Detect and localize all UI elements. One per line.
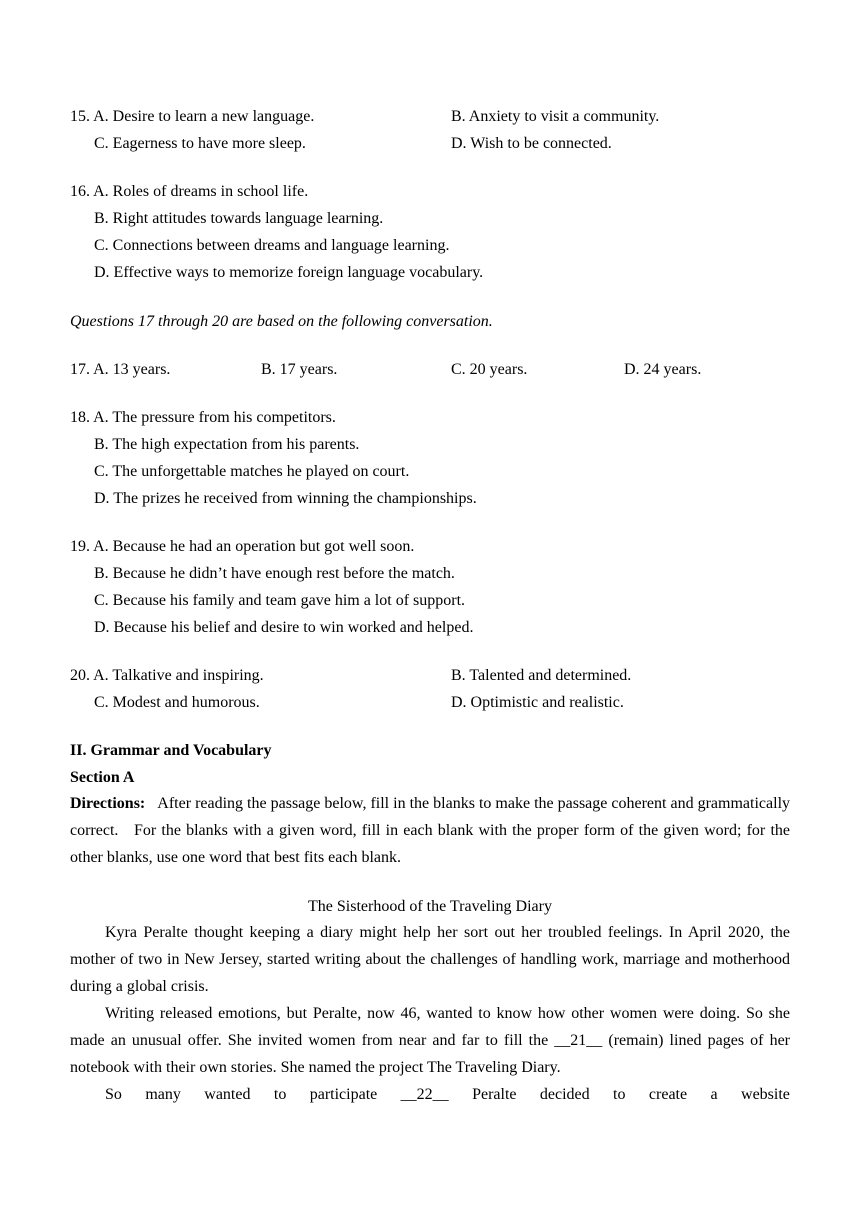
passage-word: participate [309, 1086, 378, 1103]
q16-option-c: C. Connections between dreams and language learning. [94, 237, 450, 254]
q16-option-d: D. Effective ways to memorize foreign language vocabulary. [94, 264, 484, 281]
q16-option-a: 16. A. Roles of dreams in school life. [70, 183, 309, 200]
directions-text: After reading the passage below, fill in the blanks to make the passage coherent and grammatically correct. For the blanks with a given word, fill in each blank with the proper form of the given word; for the other blanks, use one word that best fits each blank. [70, 795, 791, 866]
passage-word: many [145, 1086, 181, 1103]
q18-option-a: 18. A. The pressure from his competitors. [70, 409, 336, 426]
q18-option-d: D. The prizes he received from winning the championships. [94, 490, 477, 507]
q15-option-d: D. Wish to be connected. [451, 135, 612, 152]
q20-option-b: B. Talented and determined. [451, 667, 632, 684]
section-subheading: Section A [70, 769, 135, 786]
passage-word: create [648, 1086, 688, 1103]
q20-option-d: D. Optimistic and realistic. [451, 694, 624, 711]
passage-word: wanted [204, 1086, 251, 1103]
passage-word: website [741, 1086, 790, 1103]
q15-option-a: 15. A. Desire to learn a new language. [70, 108, 315, 125]
q16-option-b: B. Right attitudes towards language learning. [94, 210, 384, 227]
blank-22: __22__ [400, 1086, 449, 1103]
q19-option-d: D. Because his belief and desire to win worked and helped. [94, 619, 474, 636]
passage-title: The Sisterhood of the Traveling Diary [308, 898, 552, 915]
q20-option-c: C. Modest and humorous. [94, 694, 260, 711]
q18-option-c: C. The unforgettable matches he played on court. [94, 463, 410, 480]
q17-option-c: C. 20 years. [451, 361, 528, 378]
q15-option-b: B. Anxiety to visit a community. [451, 108, 660, 125]
q18-option-b: B. The high expectation from his parents. [94, 436, 360, 453]
section-heading: II. Grammar and Vocabulary [70, 742, 272, 759]
passage-paragraph-1: Kyra Peralte thought keeping a diary might help her sort out her troubled feelings. In April 2020, the mother of two in New Jersey, started writing about the challenges of handling work, marriage and motherhood during a global crisis. [70, 924, 790, 995]
passage-word: to [273, 1086, 287, 1103]
directions-label: Directions: [70, 795, 146, 812]
q19-option-b: B. Because he didn’t have enough rest before the match. [94, 565, 455, 582]
passage-paragraph-3 [105, 1085, 790, 1105]
conversation-instruction: Questions 17 through 20 are based on the following conversation. [70, 313, 493, 330]
passage-word: to [613, 1086, 626, 1103]
q20-option-a: 20. A. Talkative and inspiring. [70, 667, 264, 684]
q17-option-b: B. 17 years. [261, 361, 338, 378]
q17-option-a: 17. A. 13 years. [70, 361, 171, 378]
passage-word: So [105, 1086, 122, 1103]
passage-word: decided [539, 1086, 590, 1103]
passage-word: Peralte [472, 1086, 517, 1103]
q19-option-a: 19. A. Because he had an operation but got well soon. [70, 538, 415, 555]
directions-paragraph [70, 790, 790, 871]
passage-word: a [710, 1086, 718, 1103]
q19-option-c: C. Because his family and team gave him a lot of support. [94, 592, 466, 609]
q15-option-c: C. Eagerness to have more sleep. [94, 135, 306, 152]
passage-paragraph-2: Writing released emotions, but Peralte, now 46, wanted to know how other women were doing. So she made an unusual offer. She invited women from near and far to fill the __21__ (remain) lined pages of her notebook with their own stories. She named the project The Traveling Diary. [70, 1005, 790, 1076]
q17-option-d: D. 24 years. [624, 361, 702, 378]
